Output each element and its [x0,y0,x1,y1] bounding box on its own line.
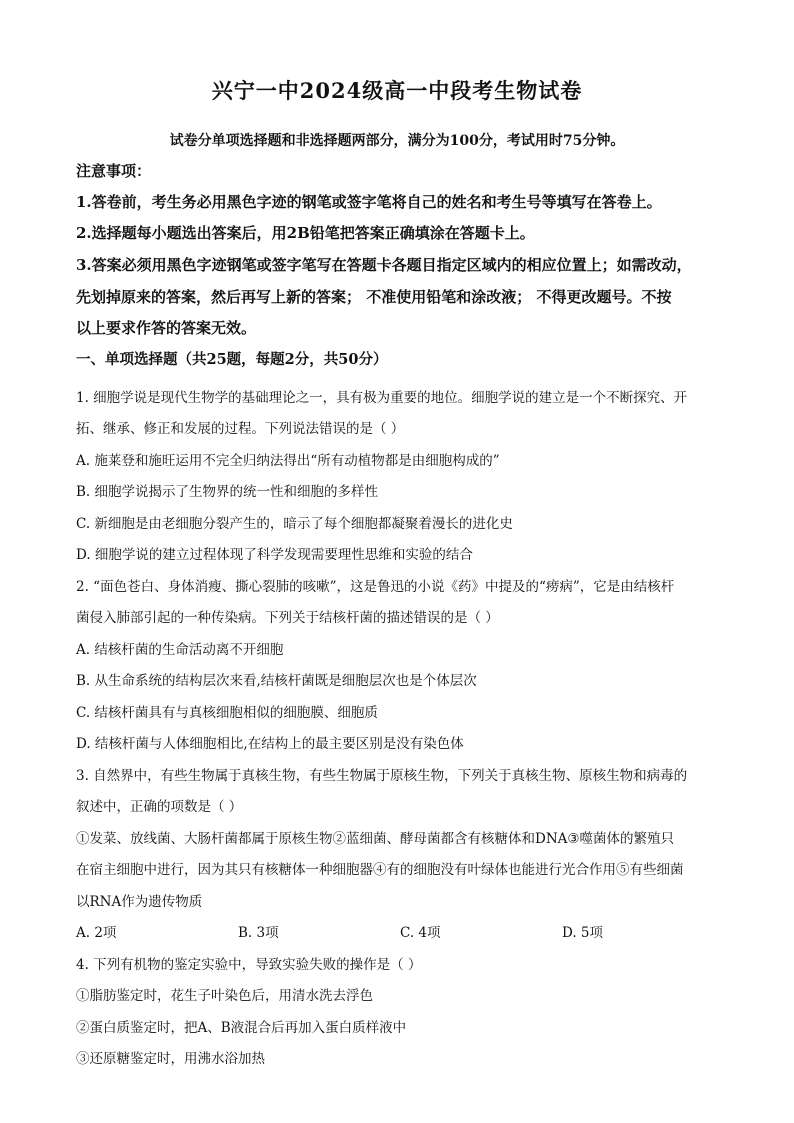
exam-subtitle: 试卷分单项选择题和非选择题两部分，满分为100分，考试用时75分钟。 [169,133,625,149]
notice-heading: 注意事项： [76,162,152,180]
question-3-statement: ①发菜、放线菌、大肠杆菌都属于原核生物②蓝细菌、酵母菌都含有核糖体和DNA③噬菌体的繁殖只 [76,831,674,847]
question-4-text: 4. 下列有机物的鉴定实验中，导致实验失败的操作是（ ） [76,957,422,973]
question-4-item: ②蛋白质鉴定时，把A、B液混合后再加入蛋白质样液中 [76,1020,407,1036]
question-2-option-d: D. 结核杆菌与人体细胞相比,在结构上的最主要区别是没有染色体 [76,736,464,752]
question-3-text: 3. 自然界中，有些生物属于真核生物，有些生物属于原核生物，下列关于真核生物、原核生物和病毒的 [76,768,688,784]
question-3-option-c: C. 4项 [400,925,441,941]
question-1-text: 1. 细胞学说是现代生物学的基础理论之一，具有极为重要的地位。细胞学说的建立是一个不断探究、开 [76,390,688,406]
notice-line: 2.选择题每小题选出答案后，用2B铅笔把答案正确填涂在答题卡上。 [76,224,535,242]
question-3-text: 叙述中，正确的项数是（ ） [76,799,243,815]
notice-line: 3.答案必须用黑色字迹钢笔或签字笔写在答题卡各题目指定区域内的相应位置上；如需改动， [76,256,692,274]
notice-line: 先划掉原来的答案，然后再写上新的答案； 不准使用铅笔和涂改液； 不得更改题号。不按 [76,288,672,306]
question-2-option-c: C. 结核杆菌具有与真核细胞相似的细胞膜、细胞质 [76,705,378,721]
question-4-item: ③还原糖鉴定时，用沸水浴加热 [76,1051,265,1067]
question-1-option-b: B. 细胞学说揭示了生物界的统一性和细胞的多样性 [76,484,379,500]
question-1-text: 拓、继承、修正和发展的过程。下列说法错误的是（ ） [76,421,405,437]
question-2-option-a: A. 结核杆菌的生命活动离不开细胞 [76,642,284,658]
question-3-statement: 以RNA作为遗传物质 [76,894,203,910]
question-1-option-a: A. 施莱登和施旺运用不完全归纳法得出“所有动植物都是由细胞构成的” [76,453,500,469]
question-3-statement: 在宿主细胞中进行，因为其只有核糖体一种细胞器④有的细胞没有叶绿体也能进行光合作用⑤有些细菌 [76,862,684,878]
notice-line: 1.答卷前，考生务必用黑色字迹的钢笔或签字笔将自己的姓名和考生号等填写在答卷上。 [76,193,662,211]
question-4-item: ①脂肪鉴定时，花生子叶染色后，用清水洗去浮色 [76,988,373,1004]
question-3-option-d: D. 5项 [562,925,604,941]
question-2-text: 菌侵入肺部引起的一种传染病。下列关于结核杆菌的描述错误的是（ ） [76,610,499,626]
question-1-option-c: C. 新细胞是由老细胞分裂产生的，暗示了每个细胞都凝聚着漫长的进化史 [76,516,513,532]
question-2-option-b: B. 从生命系统的结构层次来看,结核杆菌既是细胞层次也是个体层次 [76,673,477,689]
section-heading: 一、单项选择题（共25题，每题2分，共50分） [76,351,388,368]
notice-line: 以上要求作答的答案无效。 [76,319,257,337]
question-2-text: 2. “面色苍白、身体消瘦、撕心裂肺的咳嗽”，这是鲁迅的小说《药》中提及的“痨病”，它是由结核杆 [76,579,675,595]
question-3-option-a: A. 2项 [76,925,117,941]
exam-title: 兴宁一中2024级高一中段考生物试卷 [211,78,583,103]
question-1-option-d: D. 细胞学说的建立过程体现了科学发现需要理性思维和实验的结合 [76,547,473,563]
question-3-option-b: B. 3项 [238,925,279,941]
